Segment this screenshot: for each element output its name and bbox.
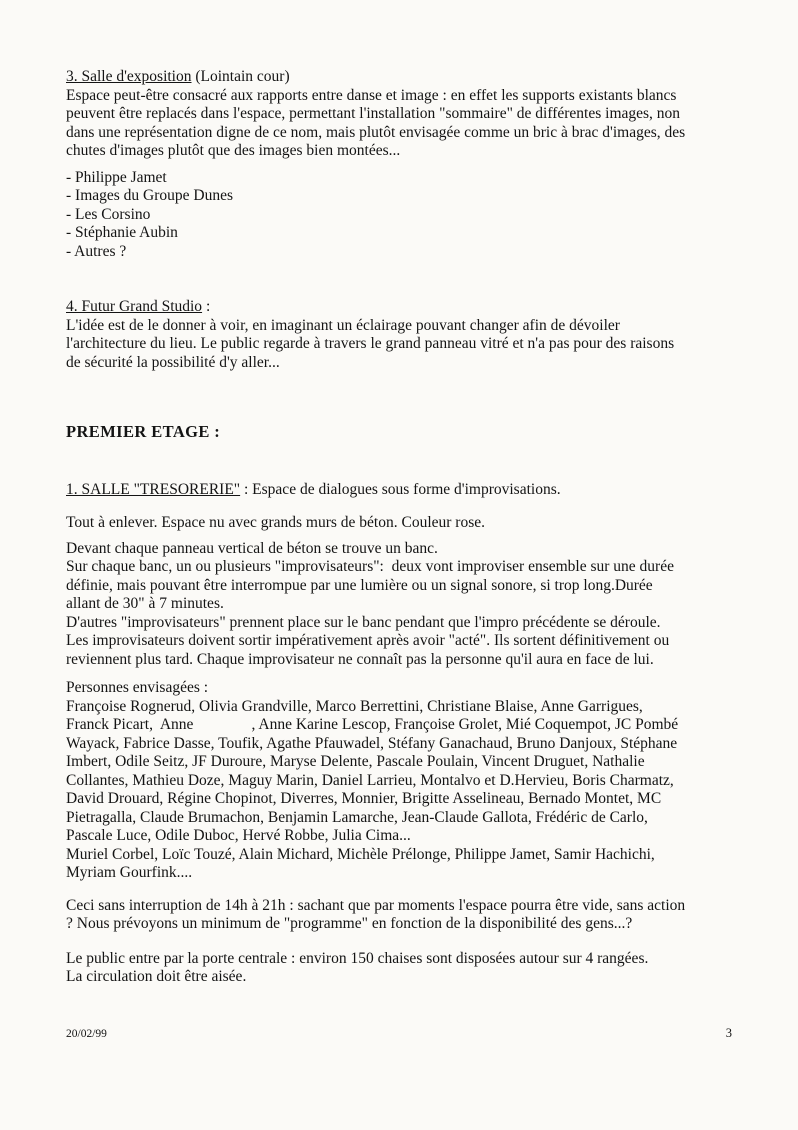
paragraph-line: chutes d'images plutôt que des images bien montées... [66,142,401,159]
section-futur-grand-studio [66,298,736,372]
people-line: Muriel Corbel, Loïc Touzé, Alain Michard, Michèle Prélonge, Philippe Jamet, Samir Hachichi, [66,845,655,863]
section-heading-rest: : Espace de dialogues sous forme d'improvisations. [240,480,561,498]
people-line: Collantes, Mathieu Doze, Maguy Marin, Daniel Larrieu, Montalvo et D.Hervieu, Boris Charmatz, [66,771,674,789]
paragraph-line: peuvent être replacés dans l'espace, permettant l'installation "sommaire" de différentes images, non [66,105,681,122]
paragraph-line: ? Nous prévoyons un minimum de "programme" en fonction de la disponibilité des gens...? [66,915,633,932]
paragraph-line: l'architecture du lieu. Le public regarde à travers le grand panneau vitré et n'a pas pour des raisons [66,335,675,352]
people-line: Imbert, Odile Seitz, JF Duroure, Maryse Delente, Pascale Poulain, Vincent Druguet, Nathalie [66,753,645,770]
list-item: - Autres ? [66,242,127,260]
section-heading-rest: : [202,298,211,315]
paragraph-line: Ceci sans interruption de 14h à 21h : sachant que par moments l'espace pourra être vide, sans action [66,896,686,914]
footer-date: 20/02/99 [66,1028,107,1040]
list-item: - Stéphanie Aubin [66,224,178,241]
public-paragraph [66,950,736,987]
paragraph-line: Sur chaque banc, un ou plusieurs "improvisateurs": deux vont improviser ensemble sur une durée [66,558,674,575]
people-line: Pietragalla, Claude Brumachon, Benjamin Lamarche, Jean-Claude Gallota, Frédéric de Carlo, [66,808,648,826]
paragraph-line: Les improvisateurs doivent sortir impérativement après avoir "acté". Ils sortent définitivement ou [66,632,670,649]
people-line: David Drouard, Régine Chopinot, Diverres, Monnier, Brigitte Asselineau, Bernado Montet, MC [66,790,662,807]
people-line: Wayack, Fabrice Dasse, Toufik, Agathe Pfauwadel, Stéfany Ganachaud, Bruno Danjoux, Stéphane [66,734,678,752]
list-item: - Les Corsino [66,205,151,223]
paragraph-line: Devant chaque panneau vertical de béton se trouve un banc. [66,539,438,557]
section-salle-tresorerie [66,481,736,987]
intro-line: Tout à enlever. Espace nu avec grands murs de béton. Couleur rose. [66,514,485,531]
section-heading [66,68,736,87]
people-paragraph [66,679,736,883]
paragraph-line: allant de 30" à 7 minutes. [66,595,224,612]
paragraph-line: de sécurité la possibilité d'y aller... [66,353,280,371]
section-heading-underlined: 1. SALLE "TRESORERIE" [66,480,241,498]
section-heading [66,298,736,317]
paragraph-line: Espace peut-être consacré aux rapports entre danse et image : en effet les supports existants blancs [66,86,677,104]
paragraph-line: L'idée est de le donner à voir, en imaginant un éclairage pouvant changer afin de dévoiler [66,316,620,334]
section-heading-rest: (Lointain cour) [191,68,290,85]
section-salle-exposition [66,68,736,261]
paragraph-line: dans une représentation digne de ce nom, mais plutôt envisagée comme un bric à brac d'images, des [66,123,686,141]
people-line: Françoise Rognerud, Olivia Grandville, Marco Berrettini, Christiane Blaise, Anne Garrigues, [66,697,643,715]
section-heading-underlined: 4. Futur Grand Studio [66,298,203,315]
section-heading-underlined: 3. Salle d'exposition [66,68,192,85]
paragraph-line: Le public entre par la porte centrale : environ 150 chaises sont disposées autour sur 4 rangées. [66,949,649,967]
people-line: Myriam Gourfink.... [66,864,193,881]
schedule-paragraph [66,897,736,934]
paragraph-line: reviennent plus tard. Chaque improvisateur ne connaît pas la personne qu'il aura en face de lui. [66,650,654,668]
people-line: Pascale Luce, Odile Duboc, Hervé Robbe, Julia Cima... [66,827,411,844]
paragraph-line: La circulation doit être aisée. [66,968,247,985]
description-paragraph [66,540,736,670]
floor-heading: PREMIER ETAGE : [66,422,221,441]
list-item: - Images du Groupe Dunes [66,187,234,204]
list-item: - Philippe Jamet [66,168,167,186]
section-heading [66,481,736,500]
footer-page-number: 3 [725,1026,732,1040]
artists-list [66,169,736,262]
people-line: Franck Picart, Anne , Anne Karine Lescop, Françoise Grolet, Mié Coquempot, JC Pombé [66,716,679,733]
people-label: Personnes envisagées : [66,679,209,696]
paragraph-line: D'autres "improvisateurs" prennent place sur le banc pendant que l'impro précédente se déroule. [66,613,661,631]
paragraph-line: définie, mais pouvant être interrompue par une lumière ou un signal sonore, si trop long.Durée [66,576,653,594]
